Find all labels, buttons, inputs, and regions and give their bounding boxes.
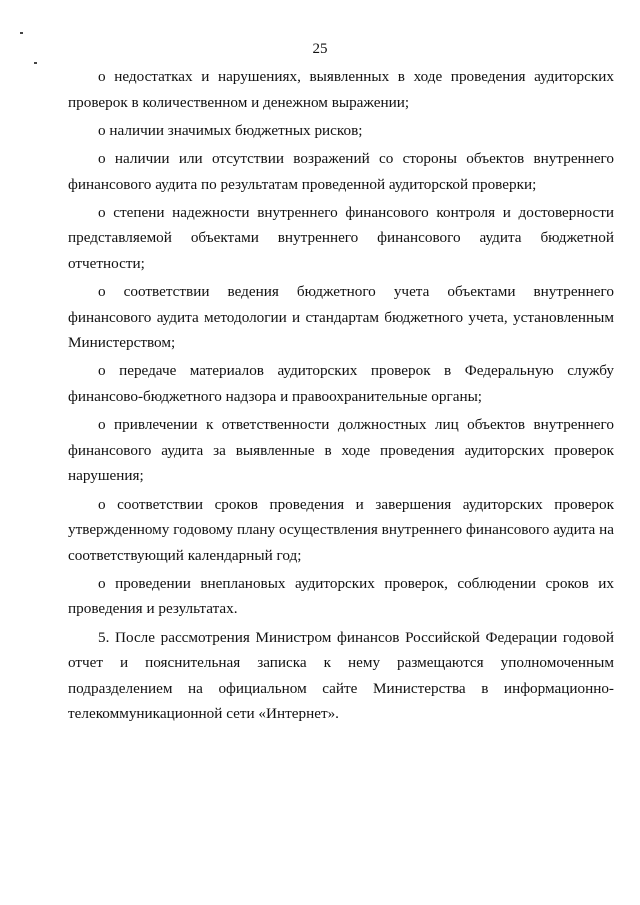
paragraph-schedule-compliance: о соответствии сроков проведения и завершения аудиторских проверок утвержденному годовому плану осуществления внутреннего финансового аудита на соответствующий календарный год; [68,495,614,564]
paragraph-control-reliability: о степени надежности внутреннего финансового контроля и достоверности представляемой объектами внутреннего финансового аудита бюджетной отчетности; [68,203,614,272]
paragraph-materials-transfer: о передаче материалов аудиторских проверок в Федеральную службу финансово-бюджетного надзора и правоохранительные органы; [68,362,614,405]
page-number: 25 [312,41,328,57]
paragraph-section-5: 5. После рассмотрения Министром финансов Российской Федерации годовой отчет и пояснительная записка к нему размещаются уполномоченным подразделением на официальном сайте Министерства в информационно-телекоммуникационной сети «Интернет». [68,628,614,723]
paragraph-objections: о наличии или отсутствии возражений со стороны объектов внутреннего финансового аудита по результатам проведенной аудиторской проверки; [68,150,614,193]
scan-mark [34,62,37,64]
paragraph-accounting-compliance: о соответствии ведения бюджетного учета объектами внутреннего финансового аудита методологии и стандартам бюджетного учета, установленным Министерством; [68,283,614,352]
paragraph-deficiencies: о недостатках и нарушениях, выявленных в ходе проведения аудиторских проверок в количественном и денежном выражении; [68,68,614,111]
scan-mark [20,32,23,34]
paragraph-unscheduled-audits: о проведении внеплановых аудиторских проверок, соблюдении сроков их проведения и результатах. [68,574,614,618]
document-body [68,64,614,729]
paragraph-budget-risks: о наличии значимых бюджетных рисков; [98,121,363,139]
paragraph-liability: о привлечении к ответственности должностных лиц объектов внутреннего финансового аудита за выявленные в ходе проведения аудиторских проверок нарушения; [68,416,614,485]
